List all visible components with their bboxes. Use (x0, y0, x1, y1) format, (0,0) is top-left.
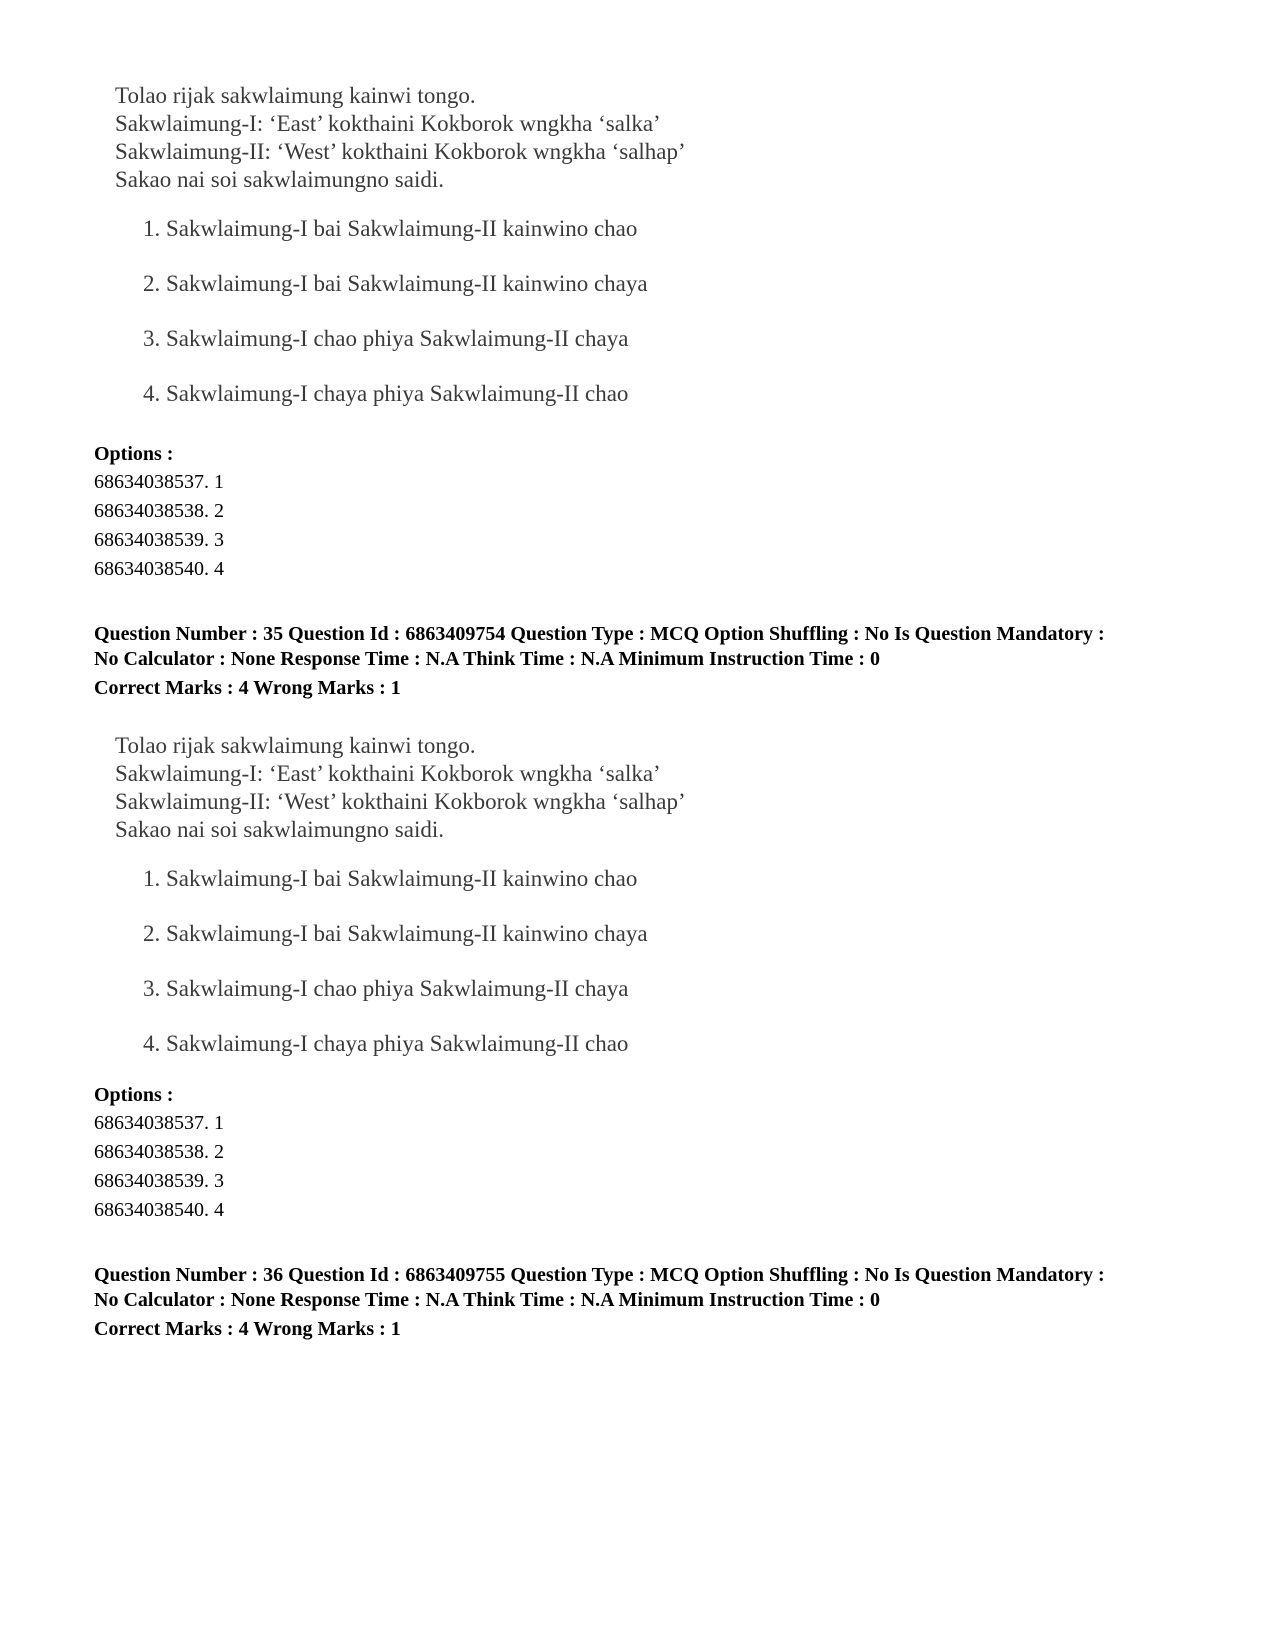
question-stem-line: Sakwlaimung-I: ‘East’ kokthaini Kokborok wngkha ‘salka’ (115, 761, 661, 786)
question-marks: Correct Marks : 4 Wrong Marks : 1 (94, 1318, 401, 1340)
option-item: 68634038540. 4 (94, 1199, 224, 1221)
answer-choice: 3. Sakwlaimung-I chao phiya Sakwlaimung-II chaya (143, 976, 629, 1001)
option-item: 68634038539. 3 (94, 1170, 224, 1192)
option-item: 68634038537. 1 (94, 471, 224, 493)
question-meta-line: Question Number : 36 Question Id : 6863409755 Question Type : MCQ Option Shuffling : No Is Question Mandatory : (94, 1264, 1105, 1286)
option-item: 68634038538. 2 (94, 500, 224, 522)
question-stem-line: Tolao rijak sakwlaimung kainwi tongo. (115, 733, 476, 758)
answer-choice: 3. Sakwlaimung-I chao phiya Sakwlaimung-II chaya (143, 326, 629, 351)
option-item: 68634038540. 4 (94, 558, 224, 580)
question-stem-line: Tolao rijak sakwlaimung kainwi tongo. (115, 83, 476, 108)
answer-choice: 2. Sakwlaimung-I bai Sakwlaimung-II kainwino chaya (143, 921, 648, 946)
question-meta-line: Question Number : 35 Question Id : 6863409754 Question Type : MCQ Option Shuffling : No Is Question Mandatory : (94, 623, 1105, 645)
question-image (115, 82, 735, 408)
question-stem-line: Sakwlaimung-I: ‘East’ kokthaini Kokborok wngkha ‘salka’ (115, 111, 661, 136)
answer-choice: 4. Sakwlaimung-I chaya phiya Sakwlaimung-II chao (143, 381, 629, 406)
question-marks: Correct Marks : 4 Wrong Marks : 1 (94, 677, 401, 699)
answer-choice: 2. Sakwlaimung-I bai Sakwlaimung-II kainwino chaya (143, 271, 648, 296)
answer-choice: 1. Sakwlaimung-I bai Sakwlaimung-II kainwino chao (143, 866, 638, 891)
answer-choice: 4. Sakwlaimung-I chaya phiya Sakwlaimung-II chao (143, 1031, 629, 1056)
question-stem-line: Sakwlaimung-II: ‘West’ kokthaini Kokborok wngkha ‘salhap’ (115, 139, 686, 164)
question-meta-line: No Calculator : None Response Time : N.A Think Time : N.A Minimum Instruction Time : 0 (94, 648, 880, 670)
options-title: Options : (94, 443, 174, 465)
question-meta-line: No Calculator : None Response Time : N.A Think Time : N.A Minimum Instruction Time : 0 (94, 1289, 880, 1311)
question-stem-line: Sakao nai soi sakwlaimungno saidi. (115, 817, 444, 842)
option-item: 68634038539. 3 (94, 529, 224, 551)
option-item: 68634038537. 1 (94, 1112, 224, 1134)
question-header (94, 1263, 1105, 1342)
question-header (94, 622, 1105, 701)
option-item: 68634038538. 2 (94, 1141, 224, 1163)
options-title: Options : (94, 1084, 174, 1106)
question-image (115, 732, 735, 1058)
options-list (94, 1081, 224, 1225)
question-stem-line: Sakwlaimung-II: ‘West’ kokthaini Kokborok wngkha ‘salhap’ (115, 789, 686, 814)
answer-choice: 1. Sakwlaimung-I bai Sakwlaimung-II kainwino chao (143, 216, 638, 241)
question-stem-line: Sakao nai soi sakwlaimungno saidi. (115, 167, 444, 192)
options-list (94, 440, 224, 584)
